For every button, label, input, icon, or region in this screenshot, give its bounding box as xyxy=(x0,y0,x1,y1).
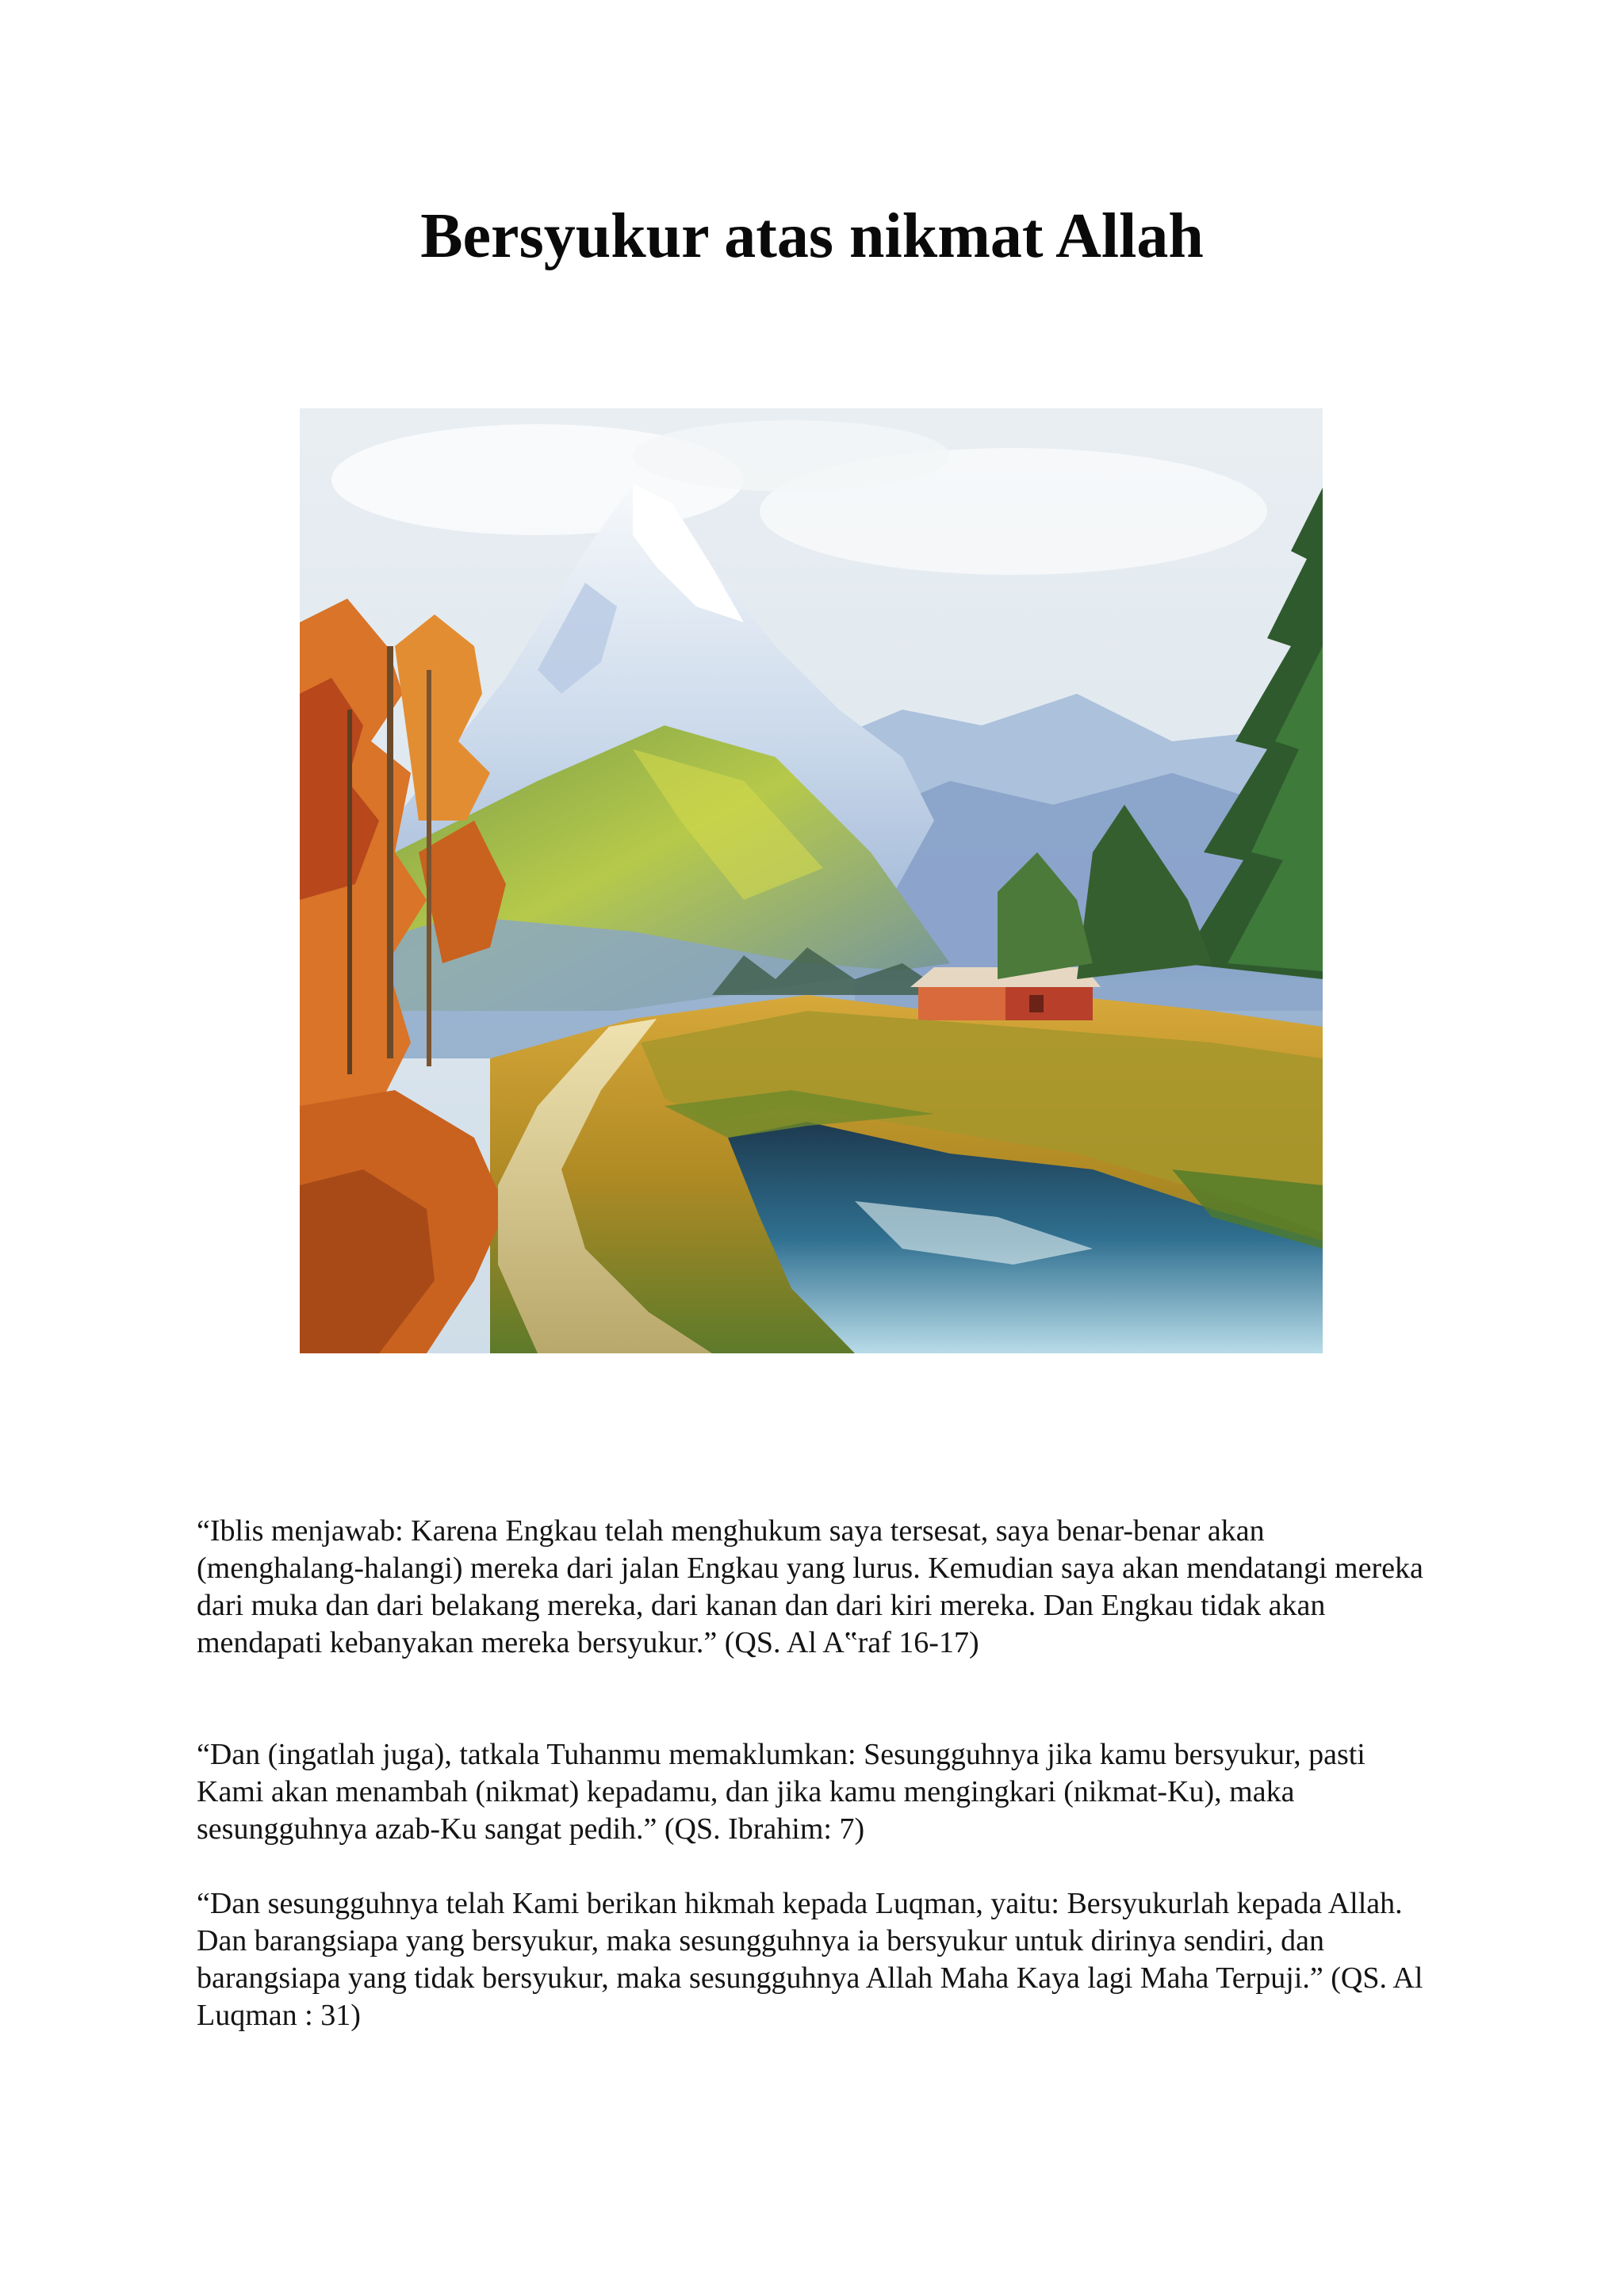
page-title: Bersyukur atas nikmat Allah xyxy=(420,201,1204,271)
quote-al-araf: “Iblis menjawab: Karena Engkau telah menghukum saya tersesat, saya benar-benar akan (menghalang-halangi) mereka dari jalan Engkau yang lurus. Kemudian saya akan mendatangi mereka dari muka dan dari belakang mereka, dari kanan dan dari kiri mereka. Dan Engkau tidak akan mendapati kebanyakan mereka bersyukur.” (QS. Al A‟raf 16-17) xyxy=(197,1514,1423,1659)
landscape-painting-image xyxy=(300,408,1323,1353)
quote-ibrahim: “Dan (ingatlah juga), tatkala Tuhanmu memaklumkan: Sesungguhnya jika kamu bersyukur, pasti Kami akan menambah (nikmat) kepadamu, dan jika kamu mengingkari (nikmat-Ku), maka sesungguhnya azab-Ku sangat pedih.” (QS. Ibrahim: 7) xyxy=(197,1738,1365,1846)
quotes-section xyxy=(197,1513,1434,2034)
quote-luqman: “Dan sesungguhnya telah Kami berikan hikmah kepada Luqman, yaitu: Bersyukurlah kepada Allah. Dan barangsiapa yang bersyukur, maka sesungguhnya ia bersyukur untuk dirinya sendiri, dan barangsiapa yang tidak bersyukur, maka sesungguhnya Allah Maha Kaya lagi Maha Terpuji.” (QS. Al Luqman : 31) xyxy=(197,1887,1423,2032)
landscape-painting-icon xyxy=(300,408,1323,1353)
